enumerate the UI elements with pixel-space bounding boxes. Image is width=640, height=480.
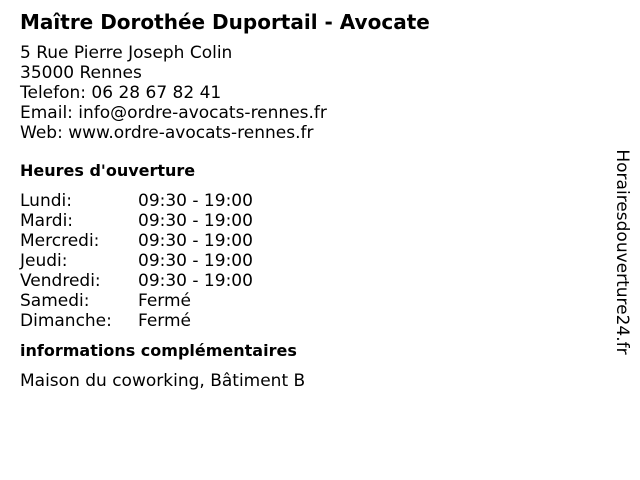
additional-info-heading: informations complémentaires — [20, 341, 297, 360]
hours-row-tuesday — [20, 211, 600, 231]
hours-row-saturday — [20, 291, 600, 311]
day-label: Lundi: — [20, 191, 72, 211]
time-value: 09:30 - 19:00 — [138, 251, 253, 271]
time-value: 09:30 - 19:00 — [138, 191, 253, 211]
business-title: Maître Dorothée Duportail - Avocate — [20, 10, 430, 34]
time-value: Fermé — [138, 291, 192, 311]
day-label: Mercredi: — [20, 231, 100, 251]
time-value: 09:30 - 19:00 — [138, 231, 253, 251]
hours-row-monday — [20, 191, 600, 211]
time-value: Fermé — [138, 311, 192, 331]
hours-row-wednesday — [20, 231, 600, 251]
time-value: 09:30 - 19:00 — [138, 271, 253, 291]
opening-hours-list — [20, 191, 600, 331]
site-watermark: Horairesdouverture24.fr — [612, 149, 632, 355]
business-card — [20, 8, 600, 391]
hours-row-friday — [20, 271, 600, 291]
day-label: Vendredi: — [20, 271, 101, 291]
day-label: Samedi: — [20, 291, 90, 311]
address-city: 35000 Rennes — [20, 63, 142, 83]
email-text: Email: info@ordre-avocats-rennes.fr — [20, 103, 327, 123]
day-label: Dimanche: — [20, 311, 112, 331]
website-text: Web: www.ordre-avocats-rennes.fr — [20, 123, 314, 143]
phone-text: Telefon: 06 28 67 82 41 — [20, 83, 222, 103]
day-label: Mardi: — [20, 211, 74, 231]
hours-row-sunday — [20, 311, 600, 331]
day-label: Jeudi: — [20, 251, 68, 271]
contact-block — [20, 43, 600, 143]
address-street: 5 Rue Pierre Joseph Colin — [20, 43, 233, 63]
time-value: 09:30 - 19:00 — [138, 211, 253, 231]
opening-hours-heading: Heures d'ouverture — [20, 161, 196, 180]
additional-info-text: Maison du coworking, Bâtiment B — [20, 371, 306, 391]
hours-row-thursday — [20, 251, 600, 271]
